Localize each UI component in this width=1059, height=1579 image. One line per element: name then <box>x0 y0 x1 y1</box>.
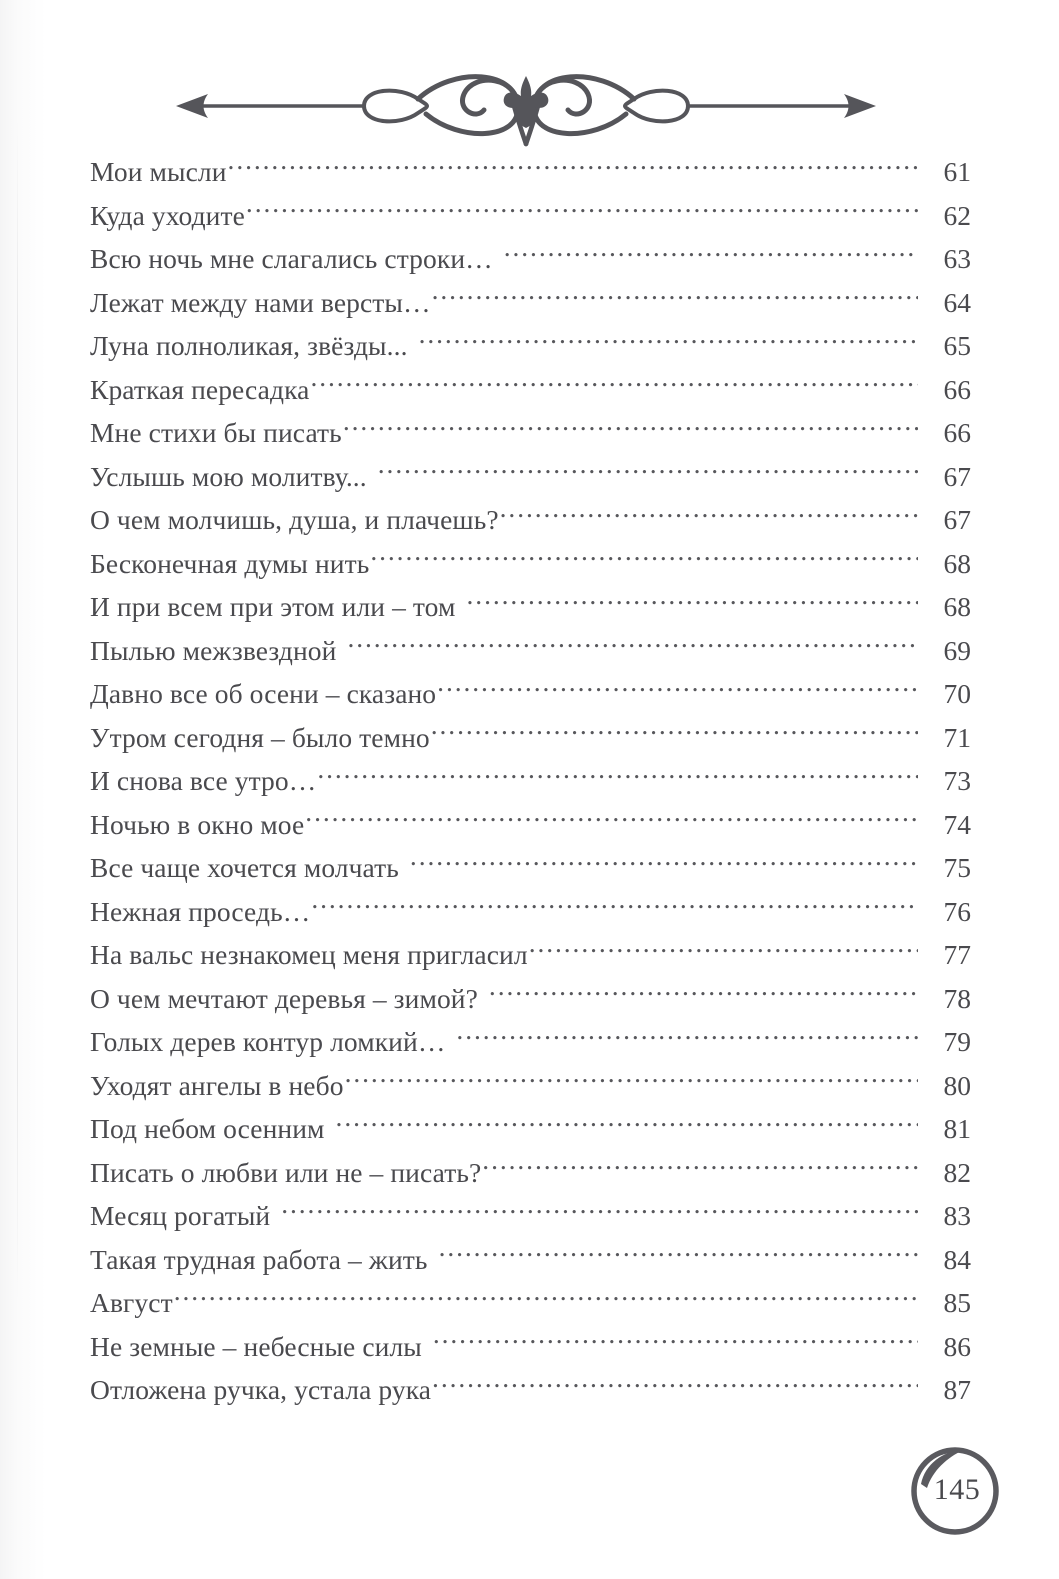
toc-entry-page-number: 79 <box>943 1026 971 1057</box>
toc-entry-title: О чем молчишь, душа, и плачешь? <box>90 504 499 535</box>
toc-entry-page-number: 67 <box>943 504 971 535</box>
toc-entry[interactable] <box>90 1368 971 1412</box>
toc-dot-leader <box>467 589 918 617</box>
toc-entry[interactable] <box>90 498 971 542</box>
toc-entry-page-number: 67 <box>943 460 971 492</box>
toc-dot-leader <box>343 415 918 443</box>
toc-entry-page-number: 64 <box>943 286 971 318</box>
toc-entry-page-number: 65 <box>943 330 971 361</box>
toc-dot-leader <box>529 937 918 965</box>
toc-entry-title: Все чаще хочется молчать <box>90 852 399 883</box>
toc-entry[interactable] <box>90 977 971 1021</box>
toc-entry-title: Лежат между нами версты… <box>90 286 431 318</box>
toc-dot-leader <box>228 154 918 182</box>
toc-entry-title: Мои мысли <box>90 156 227 187</box>
toc-entry-page-number: 85 <box>943 1287 971 1318</box>
toc-entry-title: Бесконечная думы нить <box>90 547 370 579</box>
toc-dot-leader <box>347 632 918 660</box>
toc-entry-title: Мне стихи бы писать <box>90 417 342 448</box>
toc-dot-leader <box>410 850 918 878</box>
toc-entry[interactable] <box>90 1281 971 1325</box>
calligraphic-divider-ornament <box>168 58 884 154</box>
toc-entry[interactable] <box>90 1238 971 1282</box>
toc-entry-title: О чем мечтают деревья – зимой? <box>90 982 478 1014</box>
toc-entry-page-number: 74 <box>943 808 971 840</box>
toc-entry[interactable] <box>90 1020 971 1064</box>
toc-entry[interactable] <box>90 194 971 238</box>
toc-entry-page-number: 63 <box>943 243 971 274</box>
toc-dot-leader <box>456 1024 918 1052</box>
toc-entry[interactable] <box>90 1151 971 1195</box>
toc-entry-title: Такая трудная работа – жить <box>90 1243 428 1275</box>
toc-entry[interactable] <box>90 716 971 760</box>
toc-dot-leader <box>433 1328 918 1356</box>
toc-entry[interactable] <box>90 1194 971 1238</box>
toc-entry-title: Не земные – небесные силы <box>90 1330 422 1362</box>
toc-dot-leader <box>370 545 918 573</box>
toc-dot-leader <box>305 806 918 834</box>
toc-entry-page-number: 62 <box>943 199 971 231</box>
toc-dot-leader <box>310 371 918 399</box>
toc-entry-title: Услышь мою молитву... <box>90 460 367 492</box>
toc-entry-page-number: 66 <box>943 373 971 405</box>
toc-entry[interactable] <box>90 324 971 368</box>
toc-dot-leader <box>246 197 918 225</box>
toc-entry[interactable] <box>90 846 971 890</box>
toc-entry-page-number: 71 <box>943 721 971 753</box>
toc-entry-title: И снова все утро… <box>90 765 317 796</box>
toc-entry-page-number: 70 <box>943 678 971 709</box>
toc-dot-leader <box>419 328 918 356</box>
toc-entry-page-number: 84 <box>943 1243 971 1275</box>
toc-entry[interactable] <box>90 672 971 716</box>
toc-entry-title: Под небом осенним <box>90 1113 325 1144</box>
toc-dot-leader <box>336 1111 918 1139</box>
toc-entry-page-number: 80 <box>943 1069 971 1101</box>
toc-entry-page-number: 82 <box>943 1156 971 1188</box>
toc-entry-title: Давно все об осени – сказано <box>90 678 437 709</box>
toc-entry-title: Писать о любви или не – писать? <box>90 1156 482 1188</box>
toc-entry-title: Всю ночь мне слагались строки… <box>90 243 493 274</box>
toc-entry[interactable] <box>90 542 971 586</box>
toc-dot-leader <box>317 763 918 791</box>
toc-entry-page-number: 73 <box>943 765 971 796</box>
toc-entry-page-number: 68 <box>943 547 971 579</box>
toc-entry-page-number: 68 <box>943 591 971 622</box>
toc-dot-leader <box>437 676 918 704</box>
toc-entry[interactable] <box>90 629 971 673</box>
toc-entry-title: Месяц рогатый <box>90 1200 271 1231</box>
toc-entry[interactable] <box>90 933 971 977</box>
toc-entry-page-number: 76 <box>943 895 971 927</box>
book-gutter-line <box>17 120 18 1300</box>
toc-entry[interactable] <box>90 803 971 847</box>
toc-entry[interactable] <box>90 237 971 281</box>
toc-dot-leader <box>345 1067 918 1095</box>
toc-entry-title: Уходят ангелы в небо <box>90 1069 344 1101</box>
table-of-contents <box>90 150 971 1412</box>
toc-entry[interactable] <box>90 281 971 325</box>
toc-entry-page-number: 61 <box>943 156 971 187</box>
toc-entry-title: Утром сегодня – было темно <box>90 721 430 753</box>
toc-dot-leader <box>378 458 918 486</box>
toc-entry-title: Пылью межзвездной <box>90 634 337 666</box>
toc-dot-leader <box>432 1372 918 1400</box>
toc-entry-page-number: 75 <box>943 852 971 883</box>
toc-entry-title: Ночью в окно мое <box>90 808 305 840</box>
toc-dot-leader <box>311 893 918 921</box>
toc-dot-leader <box>482 1154 918 1182</box>
toc-entry[interactable] <box>90 890 971 934</box>
toc-entry[interactable] <box>90 759 971 803</box>
toc-entry-title: Голых дерев контур ломкий… <box>90 1026 446 1057</box>
toc-entry[interactable] <box>90 1064 971 1108</box>
toc-entry-page-number: 86 <box>943 1330 971 1362</box>
toc-entry-title: Август <box>90 1287 173 1318</box>
book-gutter-shadow <box>0 0 46 1579</box>
toc-entry-page-number: 77 <box>943 939 971 970</box>
toc-entry[interactable] <box>90 585 971 629</box>
page-number-text: 145 <box>933 1473 981 1506</box>
toc-entry-title: И при всем при этом или – том <box>90 591 456 622</box>
toc-entry-title: На вальс незнакомец меня пригласил <box>90 939 528 970</box>
toc-entry-page-number: 69 <box>943 634 971 666</box>
toc-entry[interactable] <box>90 1107 971 1151</box>
toc-entry-title: Отложена ручка, устала рука <box>90 1374 432 1405</box>
toc-entry-page-number: 87 <box>943 1374 971 1405</box>
toc-dot-leader <box>174 1285 918 1313</box>
toc-entry[interactable] <box>90 411 971 455</box>
toc-entry-title: Куда уходите <box>90 199 245 231</box>
toc-entry[interactable] <box>90 455 971 499</box>
toc-entry[interactable] <box>90 1325 971 1369</box>
toc-entry[interactable] <box>90 368 971 412</box>
toc-entry-page-number: 81 <box>943 1113 971 1144</box>
toc-entry[interactable] <box>90 150 971 194</box>
toc-dot-leader <box>504 241 918 269</box>
page-number-badge <box>903 1438 1007 1542</box>
toc-entry-title: Краткая пересадка <box>90 373 310 405</box>
toc-entry-title: Нежная проседь… <box>90 895 311 927</box>
toc-entry-page-number: 78 <box>943 982 971 1014</box>
toc-dot-leader <box>439 1241 918 1269</box>
toc-entry-page-number: 66 <box>943 417 971 448</box>
toc-dot-leader <box>431 719 918 747</box>
toc-dot-leader <box>432 284 918 312</box>
toc-dot-leader <box>281 1198 918 1226</box>
toc-entry-title: Луна полноликая, звёзды... <box>90 330 408 361</box>
toc-dot-leader <box>489 980 918 1008</box>
toc-dot-leader <box>500 502 918 530</box>
toc-entry-page-number: 83 <box>943 1200 971 1231</box>
